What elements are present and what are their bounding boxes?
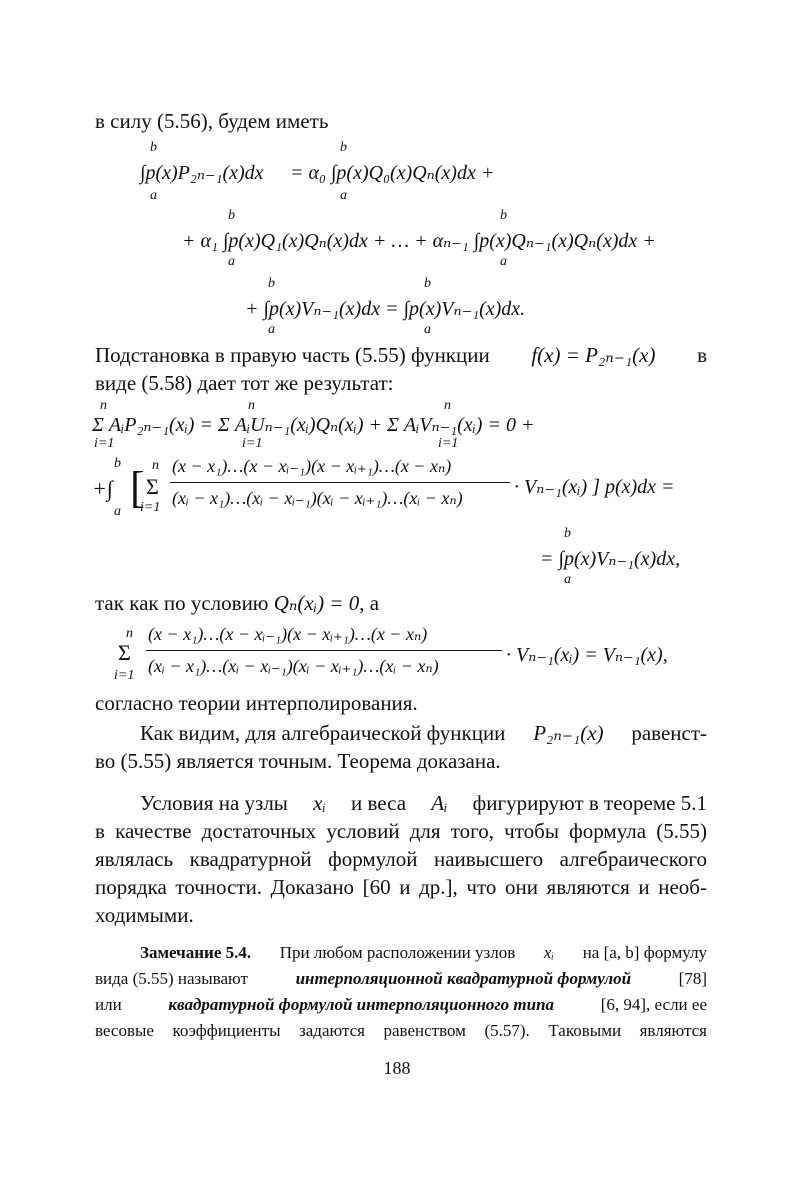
- math-xi: xᵢ: [543, 943, 555, 962]
- limit-upper: b: [564, 526, 571, 541]
- emphasis-term: квадратурной формулой интерполяционного типа: [168, 995, 555, 1014]
- limit-lower: a: [424, 322, 431, 337]
- limit-upper: b: [424, 276, 431, 291]
- text-fragment: [6, 94], если ее: [600, 995, 707, 1014]
- sum-symbol: Σ: [118, 640, 131, 665]
- equation-integral-lhs: ∫p(x)P₂ₙ₋₁(x)dx: [140, 162, 264, 184]
- text-line-interpolation: согласно теории интерполирования.: [95, 691, 418, 715]
- text-fragment: и веса: [351, 791, 407, 815]
- limit-upper: n: [126, 626, 133, 641]
- text-fragment: , а: [359, 591, 380, 615]
- limit-lower: i=1: [242, 436, 263, 451]
- emphasis-term: интерполяционной квадратурной формулой: [295, 969, 632, 988]
- limit-upper: n: [248, 398, 255, 413]
- limit-lower: i=1: [140, 500, 161, 515]
- limit-upper: b: [500, 208, 507, 223]
- limit-lower: a: [114, 504, 121, 519]
- remark-line-3: [95, 994, 707, 1016]
- text-fragment: Подстановка в правую часть (5.55) функции: [95, 343, 490, 367]
- text-line-theorem-proved: во (5.55) является точным. Теорема доказана.: [95, 749, 501, 773]
- limit-lower: a: [564, 572, 571, 587]
- text-fragment: в: [697, 343, 707, 367]
- equation-sum-terms: + α₁ ∫p(x)Q₁(x)Qₙ(x)dx + … + αₙ₋₁ ∫p(x)Qₙ₋₁(x)Qₙ(x)dx +: [182, 230, 656, 252]
- fraction-numerator: (x − x₁)…(x − xᵢ₋₁)(x − xᵢ₊₁)…(x − xₙ): [148, 624, 428, 644]
- math-fx: f(x) = P₂ₙ₋₁(x): [531, 343, 656, 367]
- limit-lower: a: [340, 188, 347, 203]
- text-line: являлась квадратурной формулой наивысшего алгебраического: [95, 847, 707, 871]
- limit-upper: b: [150, 140, 157, 155]
- remark-line-2: [95, 968, 707, 990]
- text-line-condition: [95, 590, 379, 616]
- text-fragment: так как по условию: [95, 591, 269, 615]
- plus-integral-sign: +∫: [92, 476, 113, 501]
- equation-remainder: + ∫p(x)Vₙ₋₁(x)dx = ∫p(x)Vₙ₋₁(x)dx.: [245, 298, 526, 320]
- limit-upper: n: [444, 398, 451, 413]
- limit-lower: i=1: [94, 436, 115, 451]
- fraction-bar: [146, 650, 502, 651]
- text-line-result: виде (5.58) дает тот же результат:: [95, 371, 394, 395]
- left-bracket: [: [130, 463, 145, 512]
- math-ai: Aᵢ: [431, 791, 448, 815]
- text-fragment: или: [95, 995, 122, 1014]
- text-line: порядка точности. Доказано [60 и др.], что они являются и необ-: [95, 875, 707, 899]
- remark-line-1: [140, 942, 707, 964]
- fraction-denominator: (xᵢ − x₁)…(xᵢ − xᵢ₋₁)(xᵢ − xᵢ₊₁)…(xᵢ − xₙ): [172, 488, 463, 508]
- equation-interp-tail: · Vₙ₋₁(xᵢ) = Vₙ₋₁(x),: [506, 644, 668, 666]
- limit-lower: a: [228, 254, 235, 269]
- text-line-intro: в силу (5.56), будем иметь: [95, 109, 329, 133]
- limit-upper: b: [114, 456, 121, 471]
- text-line-conclusion: [140, 720, 707, 746]
- equation-sum: Σ AᵢP₂ₙ₋₁(xᵢ) = Σ AᵢUₙ₋₁(xᵢ)Qₙ(xᵢ) + Σ AᵢVₙ₋₁(xᵢ) = 0 +: [92, 414, 535, 436]
- equation-integral-rhs: = α₀ ∫p(x)Q₀(x)Qₙ(x)dx +: [290, 162, 495, 184]
- text-fragment: равенст-: [631, 721, 707, 745]
- page-number: 188: [383, 1058, 411, 1078]
- limit-lower: a: [150, 188, 157, 203]
- limit-upper: n: [152, 458, 159, 473]
- limit-upper: b: [228, 208, 235, 223]
- limit-upper: b: [268, 276, 275, 291]
- remark-title: Замечание 5.4.: [140, 943, 252, 962]
- text-fragment: вида (5.55) называют: [95, 969, 248, 988]
- text-fragment: Как видим, для алгебраической функции: [140, 721, 506, 745]
- math-xi: xᵢ: [313, 791, 326, 815]
- limit-lower: a: [500, 254, 507, 269]
- math-p2n: P₂ₙ₋₁(x): [533, 721, 604, 745]
- fraction-bar: [170, 482, 510, 483]
- equation-result: = ∫p(x)Vₙ₋₁(x)dx,: [540, 548, 681, 570]
- text-line-conditions: [140, 790, 707, 816]
- fraction-denominator: (xᵢ − x₁)…(xᵢ − xᵢ₋₁)(xᵢ − xᵢ₊₁)…(xᵢ − xₙ): [148, 656, 439, 676]
- remark-line-4: весовые коэффициенты задаются равенством (5.57). Таковыми являются: [95, 1021, 707, 1040]
- text-fragment: Условия на узлы: [140, 791, 288, 815]
- fraction-numerator: (x − x₁)…(x − xᵢ₋₁)(x − xᵢ₊₁)…(x − xₙ): [172, 456, 452, 476]
- limit-upper: n: [100, 398, 107, 413]
- limit-lower: i=1: [438, 436, 459, 451]
- limit-upper: b: [340, 140, 347, 155]
- equation-bracket-tail: · Vₙ₋₁(xᵢ) ] p(x)dx =: [514, 476, 675, 498]
- text-line: ходимыми.: [95, 903, 194, 927]
- math-qn-zero: Qₙ(xᵢ) = 0: [273, 591, 360, 615]
- text-line-substitution: [95, 342, 707, 368]
- sum-symbol: Σ: [146, 474, 159, 499]
- text-fragment: фигурируют в теореме 5.1: [472, 791, 707, 815]
- text-fragment: При любом расположении узлов: [279, 943, 516, 962]
- limit-lower: i=1: [114, 668, 135, 683]
- text-line: в качестве достаточных условий для того, чтобы формула (5.55): [95, 819, 707, 843]
- text-fragment: [78]: [678, 969, 707, 988]
- text-fragment: на [a, b] формулу: [582, 943, 707, 962]
- limit-lower: a: [268, 322, 275, 337]
